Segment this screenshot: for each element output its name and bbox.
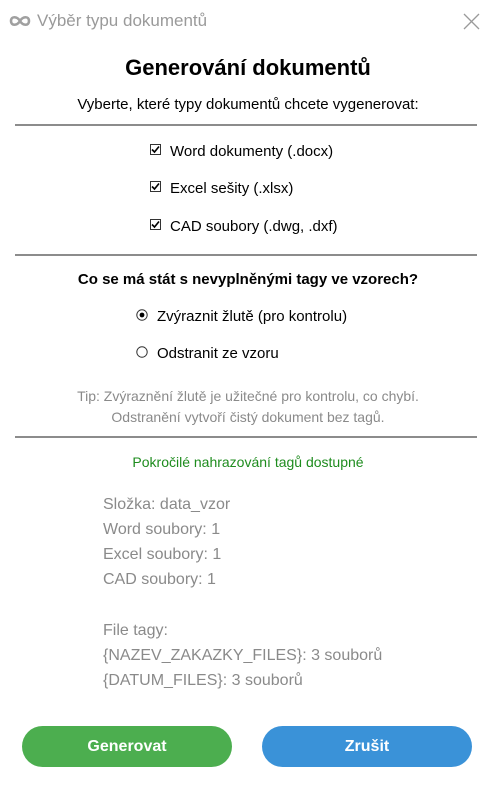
info-folder: Složka: data_vzor [103, 496, 231, 513]
checkbox-cad[interactable] [150, 218, 338, 235]
dialog-subtitle: Vyberte, které typy dokumentů chcete vygenerovat: [77, 96, 419, 113]
radio-remove-tags[interactable] [136, 345, 279, 362]
info-file-tags-label: File tagy: [103, 622, 168, 639]
generate-button[interactable]: Generovat [22, 726, 232, 767]
checkbox-word[interactable] [150, 143, 333, 160]
radio-unselected-icon[interactable] [136, 346, 148, 358]
radio-selected-icon[interactable] [136, 309, 148, 321]
divider [15, 254, 477, 256]
divider [15, 436, 477, 438]
infinity-icon [8, 14, 32, 28]
radio-highlight-label: Zvýraznit žlutě (pro kontrolu) [157, 308, 348, 325]
info-file-tag: {DATUM_FILES}: 3 souborů [103, 672, 303, 689]
checkbox-checked-icon[interactable] [150, 219, 161, 230]
title-bar [0, 0, 496, 44]
checkbox-cad-label: CAD soubory (.dwg, .dxf) [170, 218, 338, 235]
info-excel-count: Excel soubory: 1 [103, 546, 222, 563]
window-title: Výběr typu dokumentů [37, 11, 208, 30]
radio-remove-label: Odstranit ze vzoru [157, 345, 279, 362]
checkbox-checked-icon[interactable] [150, 181, 161, 192]
dialog-heading: Generování dokumentů [125, 55, 371, 80]
close-icon[interactable] [463, 13, 480, 30]
tip-text: Tip: Zvýraznění žlutě je užitečné pro kontrolu, co chybí. [77, 388, 419, 404]
cancel-button[interactable]: Zrušit [262, 726, 472, 767]
advanced-notice: Pokročilé nahrazování tagů dostupné [132, 454, 364, 470]
info-file-tag: {NAZEV_ZAKAZKY_FILES}: 3 souborů [103, 647, 383, 664]
checkbox-excel[interactable] [150, 180, 293, 197]
divider [15, 124, 477, 126]
info-word-count: Word soubory: 1 [103, 521, 221, 538]
radio-highlight-yellow[interactable] [136, 308, 347, 325]
tags-question: Co se má stát s nevyplněnými tagy ve vzorech? [77, 271, 419, 288]
checkbox-word-label: Word dokumenty (.docx) [170, 143, 334, 160]
info-cad-count: CAD soubory: 1 [103, 571, 216, 588]
checkbox-checked-icon[interactable] [150, 144, 161, 155]
tip-text: Odstranění vytvoří čistý dokument bez tagů. [111, 409, 385, 425]
checkbox-excel-label: Excel sešity (.xlsx) [170, 180, 294, 197]
